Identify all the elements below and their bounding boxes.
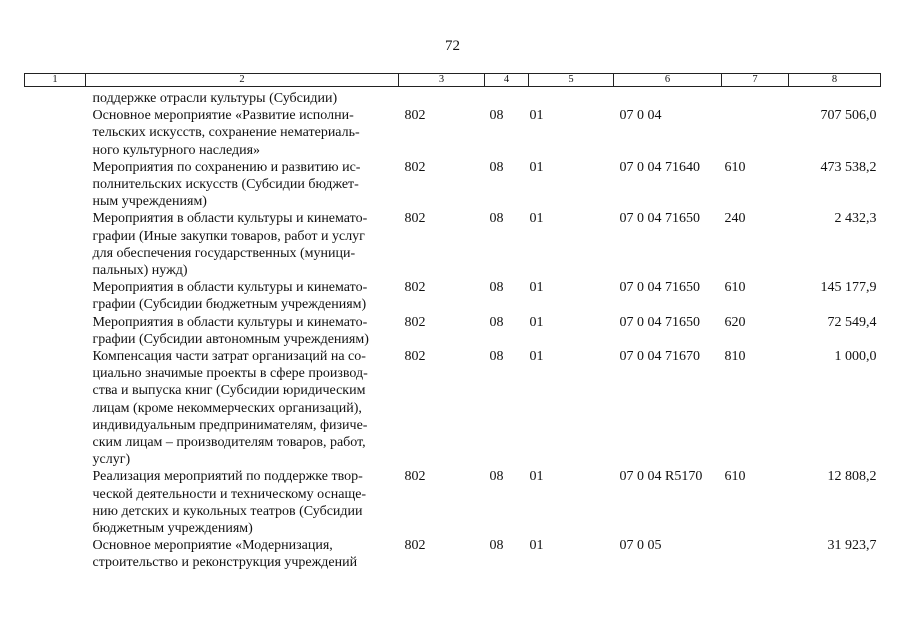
row-cell-col-1: [25, 348, 86, 468]
header-col-8: 8: [789, 74, 881, 87]
row-code-5: 01: [529, 211, 544, 227]
row-code-3: 802: [404, 314, 426, 330]
row-code-3: 802: [404, 469, 426, 485]
table-row: [25, 210, 881, 279]
row-code-4: 08: [489, 538, 504, 554]
row-name-line: графии (Субсидии бюджетным учреждениям): [92, 297, 367, 313]
row-code-5: 01: [529, 349, 544, 365]
row-code-5: 01: [529, 314, 544, 330]
row-name-line: Основное мероприятие «Развитие исполни-: [92, 108, 354, 124]
row-name-line: графии (Иные закупки товаров, работ и услуг: [92, 228, 365, 244]
row-name-line: ческой деятельности и техническому оснаще-: [92, 486, 367, 502]
row-cell-col-1: [25, 314, 86, 348]
row-name-line: ного культурного наследия»: [92, 142, 261, 158]
row-amount: 1 000,0: [834, 349, 877, 365]
row-name-line: полнительских искусств (Субсидии бюджет-: [92, 177, 359, 193]
row-name-line: строительство и реконструкция учреждений: [92, 555, 358, 571]
row-code-4: 08: [489, 159, 504, 175]
row-code-7: 610: [724, 469, 746, 485]
row-name-line: индивидуальным предпринимателям, физиче-: [92, 417, 368, 433]
table-row: [25, 159, 881, 211]
row-code-7: 610: [724, 159, 746, 175]
row-code-3: 802: [404, 159, 426, 175]
row-name-line: ным учреждениям): [92, 194, 207, 210]
row-code-5: 01: [529, 159, 544, 175]
row-name-line: для обеспечения государственных (муници-: [92, 245, 356, 261]
row-code-7: 610: [724, 280, 746, 296]
row-name: [86, 314, 399, 348]
header-col-6: 6: [614, 74, 722, 87]
row-name-line: ства и выпуска книг (Субсидии юридическим: [92, 383, 366, 399]
row-amount: 31 923,7: [827, 538, 877, 554]
row-code-3: 802: [404, 108, 426, 124]
row-code-5: 01: [529, 469, 544, 485]
row-name-line: графии (Субсидии автономным учреждениям): [92, 331, 369, 347]
table-row: [25, 348, 881, 468]
row-cell-col-1: [25, 468, 86, 537]
row-name-line: Мероприятия по сохранению и развитию ис-: [92, 159, 361, 175]
row-code-6: 07 0 04 R5170: [619, 469, 703, 485]
row-name: [86, 279, 399, 313]
row-code-4: 08: [489, 469, 504, 485]
row-code-6: 07 0 04 71670: [619, 349, 700, 365]
header-col-5: 5: [529, 74, 614, 87]
row-name-line: Мероприятия в области культуры и кинемато-: [92, 280, 368, 296]
row-cell-col-1: [25, 537, 86, 571]
row-code-5: 01: [529, 538, 544, 554]
header-col-4: 4: [485, 74, 529, 87]
row-code-6: 07 0 04 71650: [619, 280, 700, 296]
row-cell-col-1: [25, 279, 86, 313]
row-code-3: 802: [404, 280, 426, 296]
row-code-5: [529, 87, 614, 108]
row-code-7: [722, 107, 789, 159]
table-row: [25, 279, 881, 313]
row-code-4: 08: [489, 108, 504, 124]
header-col-2: 2: [86, 74, 399, 87]
row-name-line: Мероприятия в области культуры и кинемато-: [92, 314, 368, 330]
row-name-line: циально значимые проекты в сфере производ-: [92, 366, 368, 382]
header-col-3: 3: [399, 74, 485, 87]
row-code-6: 07 0 04 71640: [619, 159, 700, 175]
row-name: [86, 468, 399, 537]
row-code-3: 802: [404, 349, 426, 365]
row-name-line: бюджетным учреждениям): [92, 521, 253, 537]
row-cell-col-1: [25, 159, 86, 211]
row-name-line: пальных) нужд): [92, 263, 188, 279]
row-amount: 12 808,2: [827, 469, 877, 485]
row-name-line: поддержке отрасли культуры (Субсидии): [92, 91, 338, 106]
table-row: [25, 468, 881, 537]
budget-table: [24, 73, 881, 572]
table-row: [25, 87, 881, 108]
row-name: [86, 210, 399, 279]
row-name-line: лицам (кроме некоммерческих организаций),: [92, 400, 362, 416]
row-code-5: 01: [529, 280, 544, 296]
row-cell-col-1: [25, 107, 86, 159]
row-code-3: 802: [404, 538, 426, 554]
table-row: [25, 537, 881, 571]
row-name-line: Основное мероприятие «Модернизация,: [92, 538, 333, 554]
row-code-7: 810: [724, 349, 746, 365]
row-name-line: услуг): [92, 452, 131, 468]
row-amount: 473 538,2: [820, 159, 877, 175]
table-body: [25, 87, 881, 572]
row-code-7: [722, 87, 789, 108]
row-amount: [789, 87, 881, 108]
row-name-line: ским лицам – производителям товаров, работ,: [92, 435, 366, 451]
row-name: [86, 87, 399, 108]
row-code-4: 08: [489, 280, 504, 296]
row-code-7: [722, 537, 789, 571]
row-amount: 2 432,3: [834, 211, 877, 227]
row-code-4: 08: [489, 314, 504, 330]
row-code-3: [399, 87, 485, 108]
page-number: 72: [445, 38, 460, 54]
row-amount: 72 549,4: [827, 314, 877, 330]
row-name: [86, 159, 399, 211]
row-code-6: [614, 87, 722, 108]
row-name-line: нию детских и кукольных театров (Субсидии: [92, 503, 363, 519]
row-code-7: 620: [724, 314, 746, 330]
row-code-6: 07 0 04 71650: [619, 314, 700, 330]
header-row: [25, 74, 881, 87]
row-code-3: 802: [404, 211, 426, 227]
row-code-4: 08: [489, 349, 504, 365]
row-name-line: Мероприятия в области культуры и кинемато-: [92, 211, 368, 227]
row-cell-col-1: [25, 87, 86, 108]
row-amount: 145 177,9: [820, 280, 877, 296]
row-code-6: 07 0 04: [619, 108, 662, 124]
row-code-7: 240: [724, 211, 746, 227]
row-name-line: Компенсация части затрат организаций на со-: [92, 349, 366, 365]
header-col-7: 7: [722, 74, 789, 87]
row-amount: 707 506,0: [820, 108, 877, 124]
row-name-line: Реализация мероприятий по поддержке твор-: [92, 469, 363, 485]
header-col-1: 1: [25, 74, 86, 87]
row-name: [86, 348, 399, 468]
row-code-4: [485, 87, 529, 108]
row-name: [86, 537, 399, 571]
row-code-6: 07 0 05: [619, 538, 662, 554]
table-row: [25, 314, 881, 348]
row-cell-col-1: [25, 210, 86, 279]
row-code-6: 07 0 04 71650: [619, 211, 700, 227]
row-name: [86, 107, 399, 159]
row-name-line: тельских искусств, сохранение нематериаль-: [92, 125, 360, 141]
row-code-5: 01: [529, 108, 544, 124]
row-code-4: 08: [489, 211, 504, 227]
table-row: [25, 107, 881, 159]
